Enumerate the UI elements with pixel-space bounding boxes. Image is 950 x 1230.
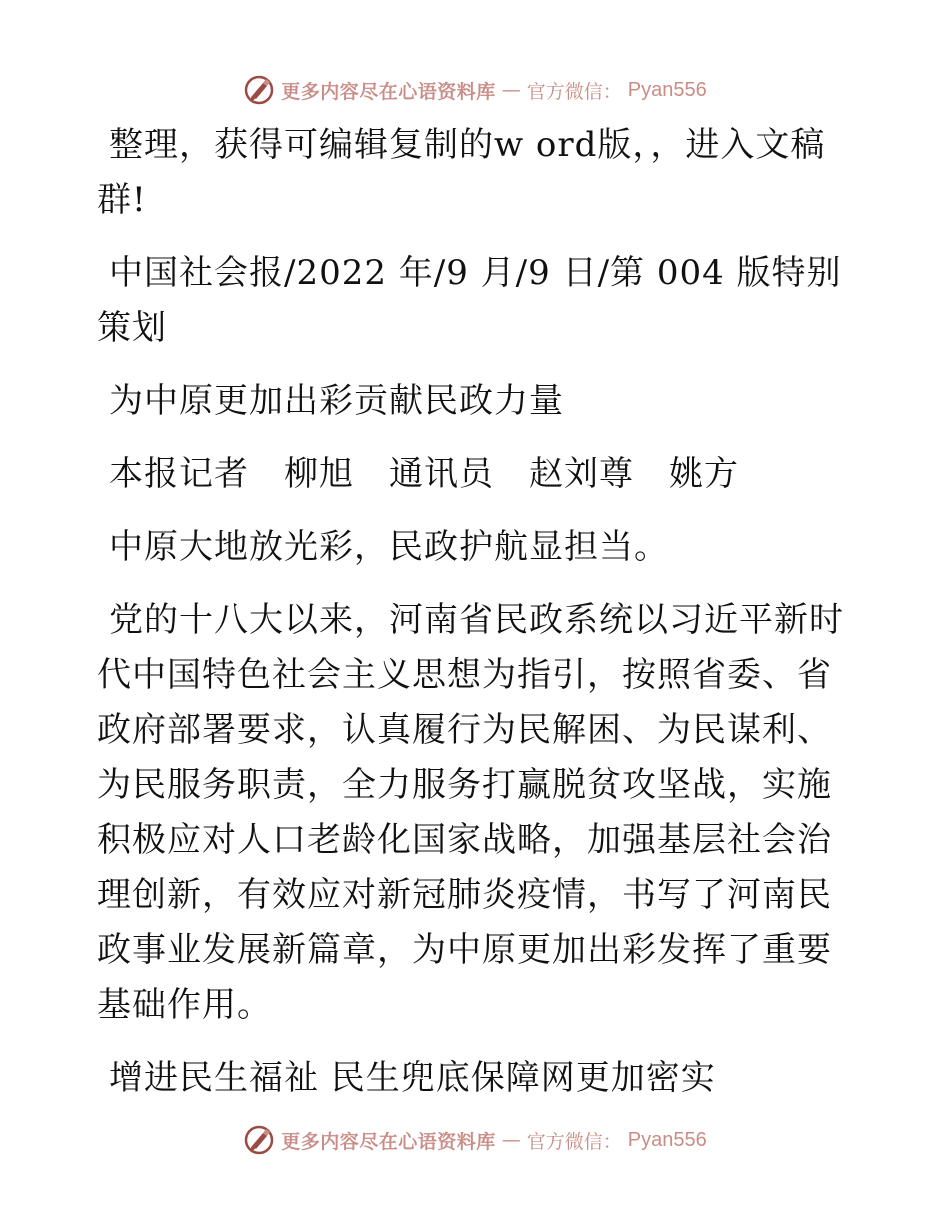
watermark-wechat-id: Pyan556 bbox=[627, 1128, 707, 1151]
watermark-text: 更多内容尽在心语资料库 bbox=[281, 80, 496, 103]
watermark-label: 官方微信： bbox=[526, 80, 622, 103]
paragraph: 整理，获得可编辑复制的w ord版，，进入文稿群! bbox=[97, 125, 826, 220]
footer-watermark bbox=[0, 1122, 950, 1158]
watermark-wechat-id: Pyan556 bbox=[627, 78, 707, 101]
byline: 本报记者 柳旭 通讯员 赵刘尊 姚方 bbox=[109, 454, 739, 494]
brand-logo-icon bbox=[243, 1124, 275, 1156]
watermark-dash: — bbox=[501, 79, 521, 101]
watermark-text: 更多内容尽在心语资料库 bbox=[281, 1130, 496, 1153]
watermark-dash: — bbox=[501, 1129, 521, 1151]
paragraph: 中原大地放光彩，民政护航显担当。 bbox=[109, 527, 669, 567]
article-title: 为中原更加出彩贡献民政力量 bbox=[109, 381, 564, 421]
document-body bbox=[97, 118, 857, 1124]
section-heading: 增进民生福祉 民生兜底保障网更加密实 bbox=[109, 1058, 716, 1098]
paragraph: 党的十八大以来，河南省民政系统以习近平新时代中国特色社会主义思想为指引，按照省委、省政府部署要求，认真履行为民解困、为民谋利、为民服务职责，全力服务打赢脱贫攻坚战，实施积极应对人口老龄化国家战略，加强基层社会治理创新，有效应对新冠肺炎疫情，书写了河南民政事业发展新篇章，为中原更加出彩发挥了重要基础作用。 bbox=[97, 600, 844, 1025]
header-watermark bbox=[0, 72, 950, 108]
watermark-label: 官方微信： bbox=[526, 1130, 622, 1153]
paragraph: 中国社会报/2022 年/9 月/9 日/第 004 版特别策划 bbox=[97, 253, 842, 348]
brand-logo-icon bbox=[243, 74, 275, 106]
